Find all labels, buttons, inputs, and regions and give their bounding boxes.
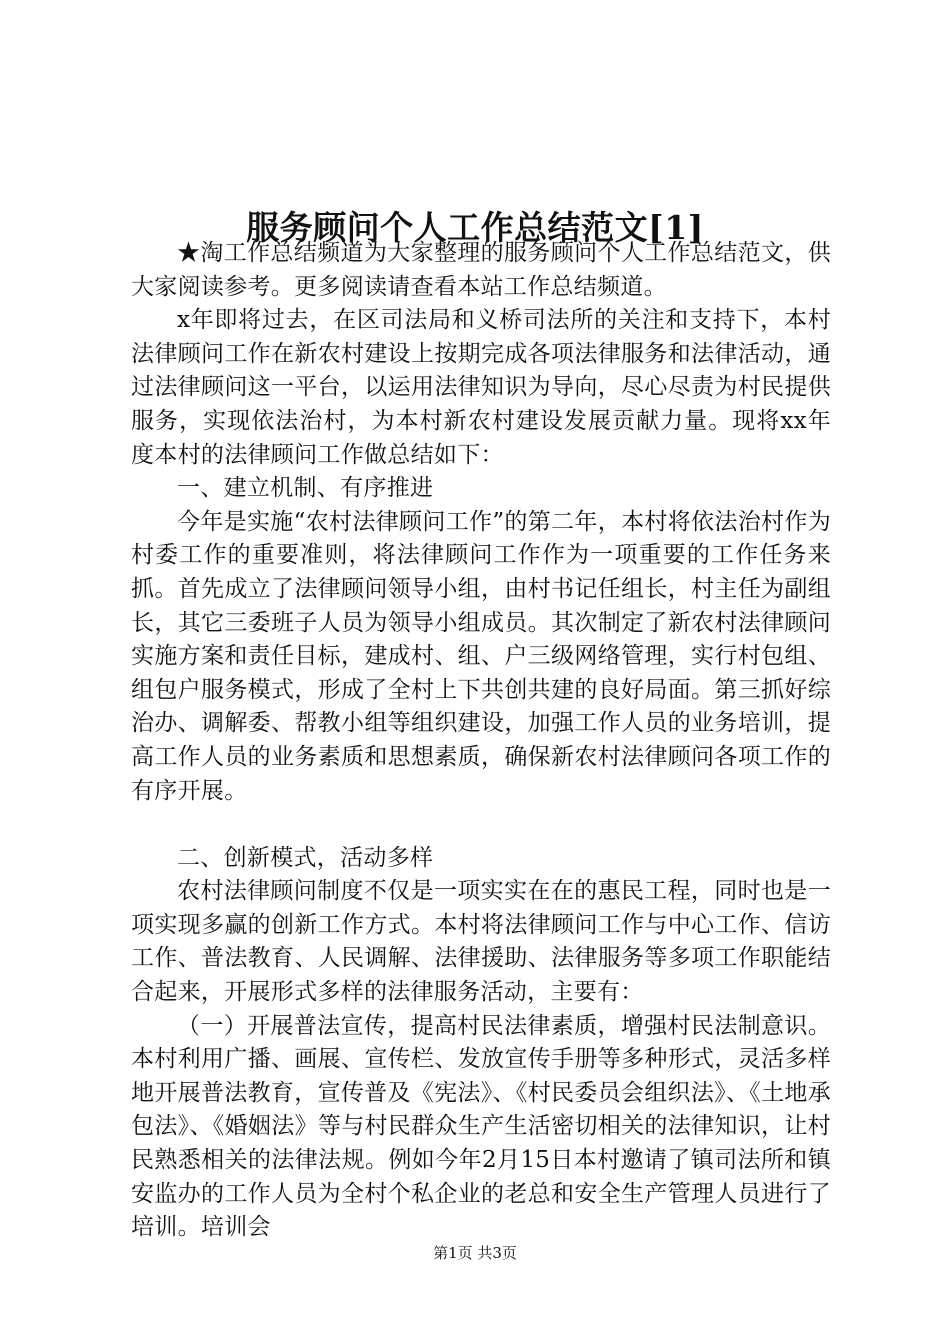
section-heading-1: 一、建立机制、有序推进 xyxy=(177,475,434,502)
paragraph-gap xyxy=(131,808,831,842)
subsection-1-paragraph: （一）开展普法宣传，提高村民法律素质，增强村民法制意识。本村利用广播、画展、宣传栏、发放宣传手册等多种形式，灵活多样地开展普法教育，宣传普及《宪法》、《村民委员会组织法》、《土地承包法》、《婚姻法》等与村民群众生产生活密切相关的法律知识，让村民熟悉相关的法律法规。例如今年2月15日本村邀请了镇司法所和镇安监办的工作人员为全村个私企业的老总和安全生产管理人员进行了培训。培训会 xyxy=(131,1012,831,1241)
section-heading-2: 二、创新模式，活动多样 xyxy=(177,844,434,871)
summary-paragraph: x年即将过去，在区司法局和义桥司法所的关注和支持下，本村法律顾问工作在新农村建设上按期完成各项法律服务和法律活动，通过法律顾问这一平台，以运用法律知识为导向，尽心尽责为村民提供服务，实现依法治村，为本村新农村建设发展贡献力量。现将xx年度本村的法律顾问工作做总结如下： xyxy=(131,307,831,468)
document-title: 服务顾问个人工作总结范文[1] xyxy=(246,208,704,248)
document-body xyxy=(131,237,831,1245)
page-footer: 第1页 共3页 xyxy=(433,1244,517,1262)
section-1-paragraph: 今年是实施“农村法律顾问工作”的第二年，本村将依法治村作为村委工作的重要准则，将法律顾问工作作为一项重要的工作任务来抓。首先成立了法律顾问领导小组，由村书记任组长，村主任为副组长，其它三委班子人员为领导小组成员。其次制定了新农村法律顾问实施方案和责任目标，建成村、组、户三级网络管理，实行村包组、组包户服务模式，形成了全村上下共创共建的良好局面。第三抓好综治办、调解委、帮教小组等组织建设，加强工作人员的业务培训，提高工作人员的业务素质和思想素质，确保新农村法律顾问各项工作的有序开展。 xyxy=(131,508,831,804)
intro-paragraph: ★淘工作总结频道为大家整理的服务顾问个人工作总结范文，供大家阅读参考。更多阅读请查看本站工作总结频道。 xyxy=(131,240,831,300)
section-2-paragraph: 农村法律顾问制度不仅是一项实实在在的惠民工程，同时也是一项实现多赢的创新工作方式。本村将法律顾问工作与中心工作、信访工作、普法教育、人民调解、法律援助、法律服务等多项工作职能结合起来，开展形式多样的法律服务活动，主要有： xyxy=(131,878,831,1006)
